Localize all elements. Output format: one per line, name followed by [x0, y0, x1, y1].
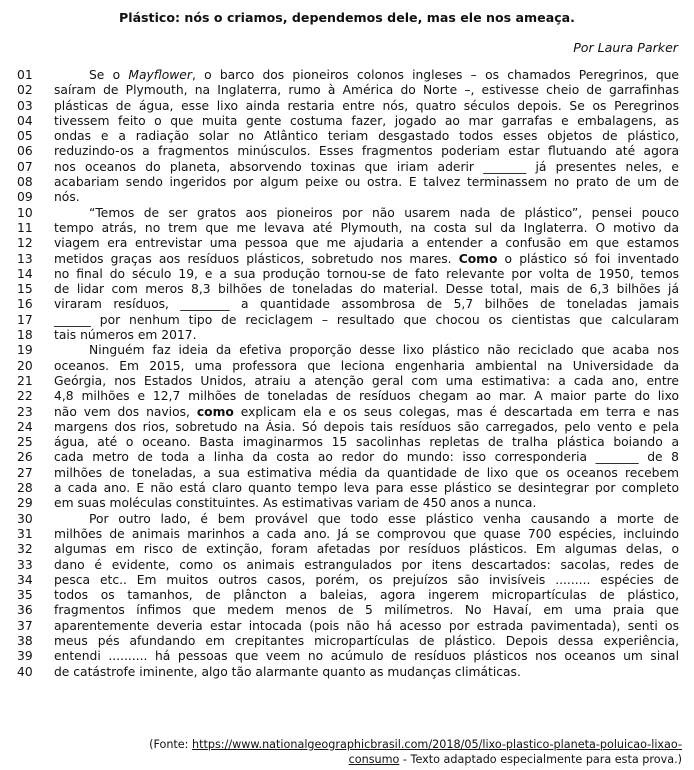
line-text — [54, 313, 679, 328]
line-segment: cada metro de toda a linha da costa ao redor do mundo: isso corresponderia _______ de 8 — [54, 450, 679, 465]
author-byline: Por Laura Parker — [573, 40, 678, 55]
text-line — [0, 558, 694, 573]
text-line — [0, 206, 694, 221]
text-line — [0, 114, 694, 129]
line-segment: nos oceanos do planeta, absorvendo toxinas que iriam aderir _______ já presentes neles, e — [54, 159, 679, 174]
text-line — [0, 190, 694, 205]
text-line — [0, 466, 694, 481]
line-segment: , o barco dos pioneiros colonos ingleses – os chamados Peregrinos, que — [191, 68, 679, 82]
line-segment: milhões de toneladas, a sua estimativa média da quantidade de lixo que os oceanos recebem — [54, 465, 679, 480]
line-number: 22 — [17, 389, 33, 404]
text-line — [0, 282, 694, 297]
text-line — [0, 665, 694, 680]
line-text — [54, 420, 679, 435]
line-number: 14 — [17, 266, 33, 281]
line-number: 31 — [17, 526, 33, 541]
line-segment: viraram resíduos, ________ a quantidade assombrosa de 5,7 bilhões de toneladas jamais — [54, 297, 679, 312]
line-segment: oceanos. Em 2015, uma professora que leciona engenharia ambiental na Universidade da — [54, 358, 679, 373]
text-line — [0, 573, 694, 588]
text-line — [0, 420, 694, 435]
text-line — [0, 405, 694, 420]
text-line — [0, 450, 694, 465]
line-text — [54, 267, 679, 282]
line-number: 10 — [17, 205, 33, 220]
line-text — [54, 190, 679, 205]
line-segment: nós. — [54, 190, 80, 205]
source-link-continuation[interactable]: consumo — [348, 753, 400, 766]
line-text — [54, 374, 679, 389]
text-line — [0, 512, 694, 527]
line-text — [54, 603, 679, 618]
line-segment: milhões de animais marinhos a cada ano. Já se comprovou que quase 700 espécies, incluindo — [54, 526, 679, 541]
line-text — [54, 160, 679, 175]
line-text — [54, 665, 679, 680]
line-text — [54, 83, 679, 98]
text-line — [0, 649, 694, 664]
text-line — [0, 343, 694, 358]
line-number: 29 — [17, 496, 33, 511]
line-segment: em suas moléculas constituintes. As estimativas variam de 450 anos a nunca. — [54, 496, 537, 511]
text-line — [0, 389, 694, 404]
line-text — [54, 297, 679, 312]
line-text — [54, 99, 679, 114]
line-segment: no final do século 19, e a sua produção tornou-se de fato relevante por volta de 1950, temos — [54, 266, 679, 281]
line-segment: acabariam sendo ingeridos por algum peixe ou ostra. E talvez terminassem no prato de um de — [54, 175, 679, 190]
line-text — [54, 649, 679, 664]
line-text — [54, 175, 679, 190]
line-segment: dano é evidente, como os animais estrangulados por itens descartados: sacolas, redes de — [54, 557, 679, 572]
line-number: 19 — [17, 343, 33, 358]
text-line — [0, 144, 694, 159]
line-text — [54, 144, 679, 159]
text-line — [0, 129, 694, 144]
line-segment: a cada ano. E não está claro quanto tempo leva para esse plástico se desintegrar por completo — [54, 481, 679, 496]
line-number: 34 — [17, 572, 33, 587]
line-text — [54, 573, 679, 588]
line-number: 15 — [17, 282, 33, 297]
source-citation — [149, 737, 682, 767]
line-text — [54, 68, 679, 83]
line-segment: aparentemente deveria estar intocada (pois não há acesso por estrada pavimentada), senti os — [54, 618, 679, 633]
line-text — [54, 450, 679, 465]
text-line — [0, 99, 694, 114]
line-number: 27 — [17, 465, 33, 480]
line-text — [54, 343, 679, 358]
line-number: 11 — [17, 220, 33, 235]
line-segment: 4,8 milhões e 12,7 milhões de toneladas de resíduos chegam ao mar. A maior parte do lixo — [54, 389, 679, 404]
line-segment: viagem era entrevistar uma pessoa que me ajudaria a entender a confusão em que estamos — [54, 236, 679, 251]
text-line — [0, 634, 694, 649]
line-segment: algumas em risco de extinção, foram afetadas por resíduos plásticos. Em algumas delas, o — [54, 542, 679, 557]
line-segment: todos os tamanhos, de plâncton a baleias, agora ingerem micropartículas de plástico, — [54, 588, 679, 603]
line-text — [54, 435, 679, 450]
line-number: 05 — [17, 129, 33, 144]
text-line — [0, 527, 694, 542]
line-number: 28 — [17, 481, 33, 496]
text-line — [0, 68, 694, 83]
text-line — [0, 435, 694, 450]
line-segment: tais números em 2017. — [54, 328, 197, 343]
line-number: 08 — [17, 175, 33, 190]
article-body — [0, 68, 694, 680]
text-line — [0, 252, 694, 267]
line-text — [54, 558, 679, 573]
line-text — [54, 282, 679, 297]
line-segment: “Temos de ser gratos aos pioneiros por não usarem nada de plástico”, pensei pouco — [89, 205, 679, 220]
line-text — [54, 619, 679, 634]
text-line — [0, 603, 694, 618]
line-segment: ______ por nenhum tipo de reciclagem – resultado que chocou os cientistas que calcularam — [54, 312, 679, 327]
source-suffix: - Texto adaptado especialmente para esta prova.) — [399, 753, 682, 766]
line-segment: o plástico só foi inventado — [497, 251, 679, 266]
line-segment: pesca etc.. Em muitos outros casos, porém, os prejuízos são invisíveis ......... espécies de — [54, 572, 679, 587]
text-line — [0, 160, 694, 175]
text-line — [0, 175, 694, 190]
line-segment: margens dos rios, sobretudo na Ásia. Só depois tais resíduos são carregados, pelo vento e pela — [54, 419, 679, 434]
line-text — [54, 496, 679, 511]
line-number: 36 — [17, 603, 33, 618]
text-line — [0, 313, 694, 328]
line-number: 39 — [17, 649, 33, 664]
line-segment: meus pés afundando em crepitantes micropartículas de plástico. Depois dessa experiência, — [54, 633, 679, 648]
article-title: Plástico: nós o criamos, dependemos dele, mas ele nos ameaça. — [119, 10, 575, 25]
line-segment: Por outro lado, é bem provável que todo esse plástico venha causando a morte de — [89, 511, 679, 526]
text-line — [0, 83, 694, 98]
line-number: 17 — [17, 312, 33, 327]
text-line — [0, 619, 694, 634]
line-number: 33 — [17, 557, 33, 572]
line-segment: água, até o oceano. Basta imaginarmos 15 sacolinhas repletas de tralha plástica boiando a — [54, 435, 679, 450]
text-line — [0, 328, 694, 343]
line-text — [54, 221, 679, 236]
line-text — [54, 252, 679, 267]
line-number: 02 — [17, 83, 33, 98]
line-segment: Se o — [89, 68, 129, 82]
text-line — [0, 588, 694, 603]
line-number: 01 — [17, 68, 33, 82]
text-line — [0, 297, 694, 312]
line-number: 12 — [17, 236, 33, 251]
line-number: 32 — [17, 542, 33, 557]
line-segment: tivessem feito o que muita gente costuma fazer, jogado ao mar garrafas e embalagens, as — [54, 113, 679, 128]
line-number: 04 — [17, 113, 33, 128]
line-text — [54, 481, 679, 496]
line-segment: Ninguém faz ideia da efetiva proporção desse lixo plástico não reciclado que acaba nos — [89, 343, 679, 358]
line-number: 03 — [17, 98, 33, 113]
text-line — [0, 496, 694, 511]
line-number: 09 — [17, 190, 33, 205]
source-prefix: (Fonte: — [149, 738, 193, 751]
line-number: 24 — [17, 419, 33, 434]
line-number: 40 — [17, 664, 33, 679]
line-segment: de catástrofe iminente, algo tão alarmante quanto as mudanças climáticas. — [54, 664, 521, 679]
line-number: 16 — [17, 297, 33, 312]
line-segment: Geórgia, nos Estados Unidos, atraiu a atenção geral com uma estimativa: a cada ano, entre — [54, 373, 679, 388]
line-number: 38 — [17, 633, 33, 648]
line-text — [54, 129, 679, 144]
text-line — [0, 221, 694, 236]
text-line — [0, 542, 694, 557]
text-line — [0, 374, 694, 389]
line-text — [54, 634, 679, 649]
line-text — [54, 542, 679, 557]
line-segment: saíram de Plymouth, na Inglaterra, rumo à América do Norte –, estivesse cheio de garrafinhas — [54, 83, 679, 98]
line-text — [54, 466, 679, 481]
line-text — [54, 389, 679, 404]
line-number: 20 — [17, 358, 33, 373]
line-text — [54, 512, 679, 527]
line-text — [54, 206, 679, 221]
line-text — [54, 405, 679, 420]
italic-word: Mayflower — [128, 68, 192, 82]
line-number: 06 — [17, 144, 33, 159]
line-text — [54, 114, 679, 129]
line-number: 13 — [17, 251, 33, 266]
text-line — [0, 481, 694, 496]
line-number: 35 — [17, 588, 33, 603]
line-number: 23 — [17, 404, 33, 419]
bold-word: como — [196, 404, 234, 419]
line-number: 26 — [17, 450, 33, 465]
line-segment: de lidar com meros 8,3 bilhões de toneladas do material. Desse total, mais de 6,3 bilhões já — [54, 282, 679, 297]
line-number: 37 — [17, 618, 33, 633]
line-text — [54, 236, 679, 251]
line-segment: não vem dos navios, — [54, 404, 197, 419]
line-segment: ondas e a radiação solar no Atlântico teriam desgastado todos esses objetos de plástico, — [54, 129, 679, 144]
line-text — [54, 588, 679, 603]
line-number: 21 — [17, 373, 33, 388]
source-link[interactable]: https://www.nationalgeographicbrasil.com/2018/05/lixo-plastico-planeta-poluicao-lixao- — [192, 738, 682, 751]
line-segment: reduzindo-os a fragmentos minúsculos. Esses fragmentos poderiam estar flutuando até agora — [54, 144, 679, 159]
bold-word: Como — [458, 251, 498, 266]
line-segment: fragmentos ínfimos que medem menos de 5 milímetros. No Havaí, em uma praia que — [54, 603, 679, 618]
line-segment: tempo atrás, no trem que me levava até Plymouth, na costa sul da Inglaterra. O motivo da — [54, 220, 679, 235]
line-number: 30 — [17, 511, 33, 526]
line-number: 18 — [17, 328, 33, 343]
line-segment: plásticas de água, esse lixo ainda restaria entre nós, quatro séculos depois. Se os Peregrinos — [54, 98, 679, 113]
line-segment: entendi .......... há pessoas que veem no acúmulo de resíduos plásticos nos oceanos um sinal — [54, 649, 679, 664]
text-line — [0, 267, 694, 282]
line-text — [54, 527, 679, 542]
line-number: 25 — [17, 435, 33, 450]
line-number: 07 — [17, 159, 33, 174]
line-segment: explicam ela e os seus colegas, mas é descartada em terra e nas — [233, 404, 679, 419]
line-text — [54, 328, 679, 343]
line-segment: metidos graças aos resíduos plásticos, sobretudo nos mares. — [54, 251, 459, 266]
text-line — [0, 236, 694, 251]
line-text — [54, 359, 679, 374]
text-line — [0, 359, 694, 374]
